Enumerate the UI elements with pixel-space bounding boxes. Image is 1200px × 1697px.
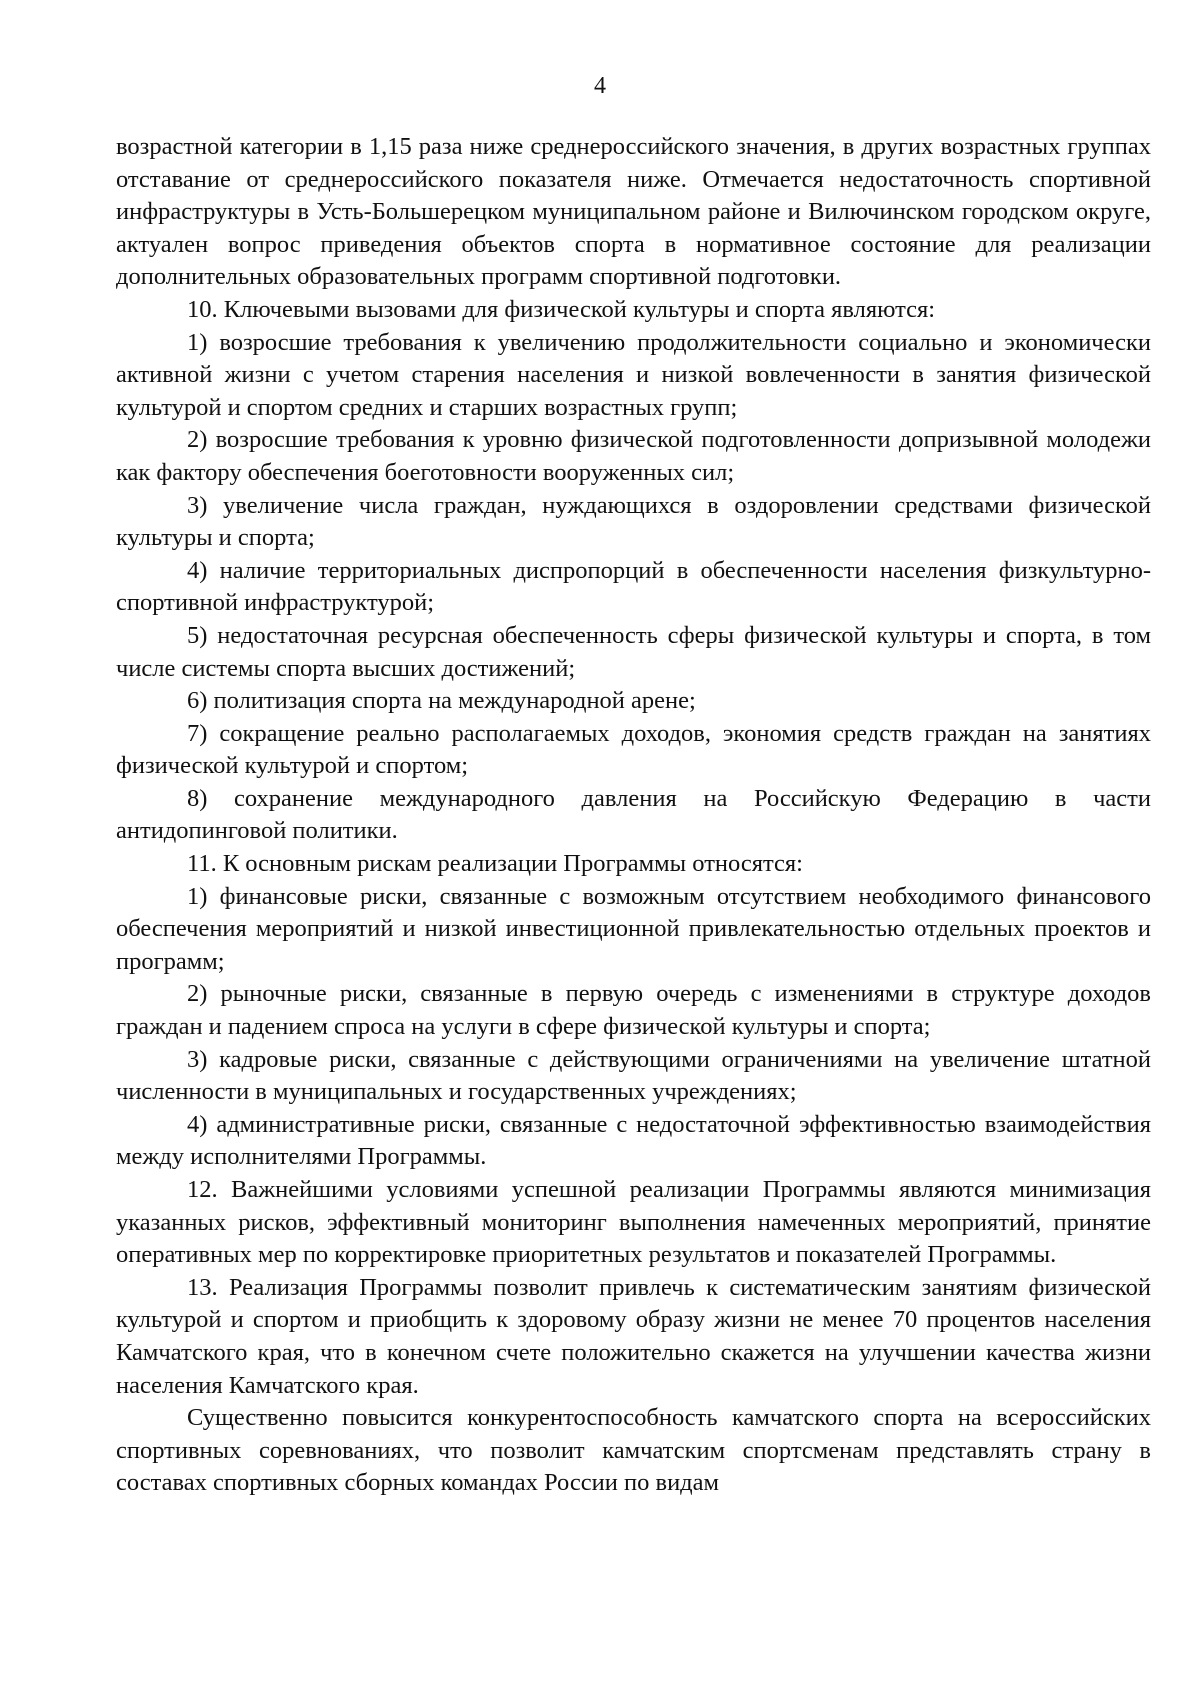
challenge-item-4: 4) наличие территориальных диспропорций в обеспеченности населения физкультурно-спортивной инфраструктурой; [116, 556, 1151, 617]
paragraph-continuation: возрастной категории в 1,15 раза ниже среднероссийского значения, в других возрастных группах отставание от среднероссийского показателя ниже. Отмечается недостаточность спортивной инфраструктуры в Усть-Большерецком муниципальном районе и Вилючинском городском округе, актуален вопрос приведения объектов спорта в нормативное состояние для реализации дополнительных образовательных программ спортивной подготовки. [116, 133, 1151, 291]
document-body [116, 131, 1151, 1500]
page-number: 4 [594, 73, 606, 99]
paragraph-item-11-heading: 11. К основным рискам реализации Программы относятся: [187, 850, 803, 878]
risk-item-2: 2) рыночные риски, связанные в первую очередь с изменениями в структуре доходов граждан и падением спроса на услуги в сфере физической культуры и спорта; [116, 980, 1151, 1041]
risk-item-3: 3) кадровые риски, связанные с действующими ограничениями на увеличение штатной численности в муниципальных и государственных учреждениях; [116, 1045, 1151, 1106]
paragraph-item-13: 13. Реализация Программы позволит привлечь к систематическим занятиям физической культурой и спортом и приобщить к здоровому образу жизни не менее 70 процентов населения Камчатского края, что в конечном счете положительно скажется на улучшении качества жизни населения Камчатского края. [116, 1273, 1151, 1399]
challenge-item-7: 7) сокращение реально располагаемых доходов, экономия средств граждан на занятиях физической культурой и спортом; [116, 719, 1151, 780]
challenge-item-6: 6) политизация спорта на международной арене; [187, 687, 696, 715]
challenge-item-2: 2) возросшие требования к уровню физической подготовленности допризывной молодежи как фактору обеспечения боеготовности вооруженных сил; [116, 426, 1151, 486]
challenge-item-8: 8) сохранение международного давления на Российскую Федерацию в части антидопинговой политики. [116, 784, 1151, 845]
challenge-item-3: 3) увеличение числа граждан, нуждающихся в оздоровлении средствами физической культуры и спорта; [116, 491, 1151, 552]
risk-item-1: 1) финансовые риски, связанные с возможным отсутствием необходимого финансового обеспечения мероприятий и низкой инвестиционной привлекательностью отдельных проектов и программ; [116, 882, 1151, 975]
risk-item-4: 4) административные риски, связанные с недостаточной эффективностью взаимодействия между исполнителями Программы. [116, 1110, 1151, 1171]
paragraph-final: Существенно повысится конкурентоспособность камчатского спорта на всероссийских спортивных соревнованиях, что позволит камчатским спортсменам представлять страну в составах спортивных сборных командах России по видам [116, 1404, 1151, 1497]
paragraph-item-12: 12. Важнейшими условиями успешной реализации Программы являются минимизация указанных рисков, эффективный мониторинг выполнения намеченных мероприятий, принятие оперативных мер по корректировке приоритетных результатов и показателей Программы. [116, 1176, 1151, 1269]
challenge-item-5: 5) недостаточная ресурсная обеспеченность сферы физической культуры и спорта, в том числе системы спорта высших достижений; [116, 621, 1151, 682]
challenge-item-1: 1) возросшие требования к увеличению продолжительности социально и экономически активной жизни с учетом старения населения и низкой вовлеченности в занятия физической культурой и спортом средних и старших возрастных групп; [116, 328, 1151, 421]
paragraph-item-10-heading: 10. Ключевыми вызовами для физической культуры и спорта являются: [187, 295, 936, 323]
